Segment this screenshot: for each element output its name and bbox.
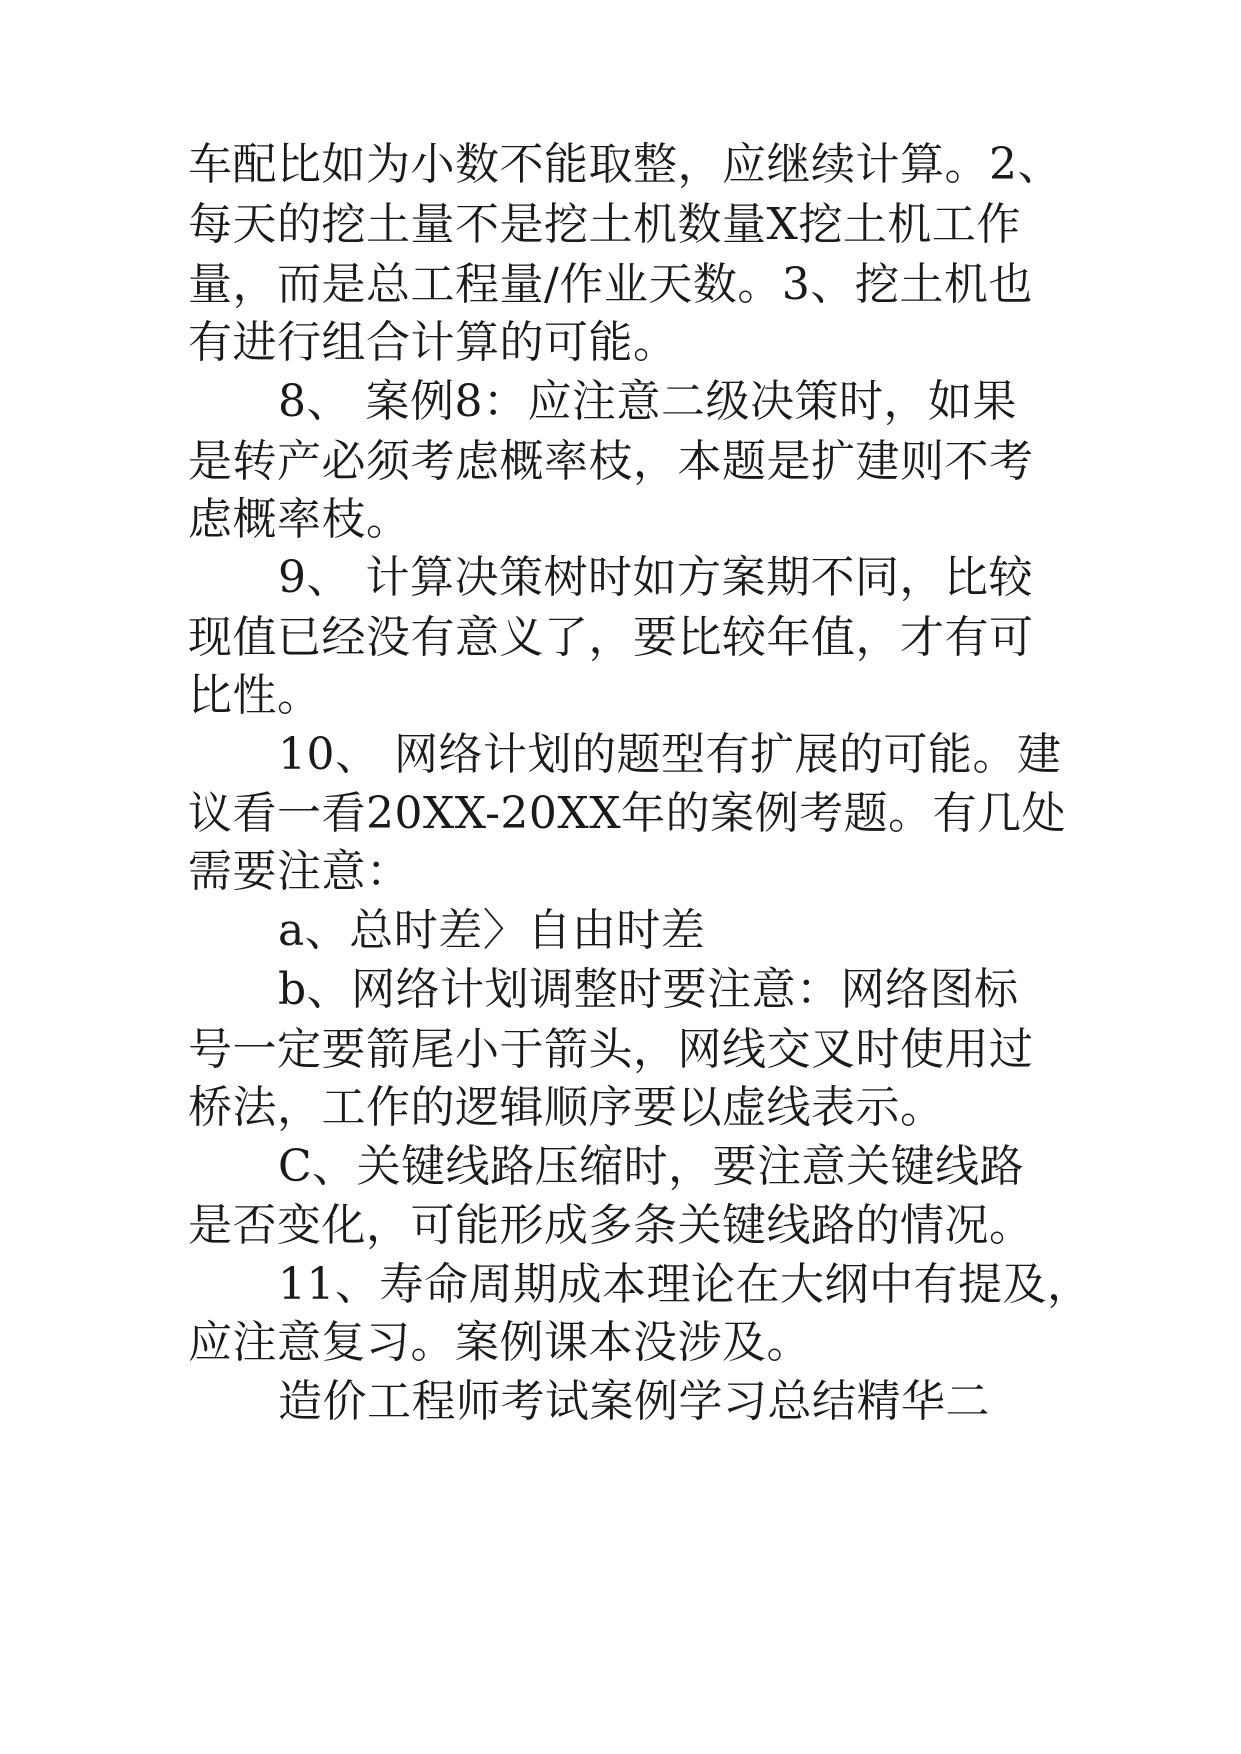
text-line: 现值已经没有意义了，要比较年值，才有可: [188, 612, 1034, 663]
text-line: 是否变化，可能形成多条关键线路的情况。: [188, 1200, 1034, 1251]
text-line: 桥法，工作的逻辑顺序要以虚线表示。: [188, 1082, 945, 1133]
text-line: 议看一看20XX-20XX年的案例考题。有几处: [188, 788, 1067, 839]
text-line: 号一定要箭尾小于箭头，网线交叉时使用过: [188, 1024, 1034, 1075]
item-a: a、总时差〉自由时差: [278, 905, 706, 956]
item-c-start: C、关键线路压缩时，要注意关键线路: [278, 1141, 1025, 1192]
item-b-start: b、网络计划调整时要注意：网络图标: [278, 964, 1019, 1015]
text-line: 虑概率枝。: [188, 494, 411, 545]
text-line: 需要注意：: [188, 846, 411, 897]
paragraph-10-start: 10、 网络计划的题型有扩展的可能。建: [278, 729, 1062, 780]
text-line: 车配比如为小数不能取整，应继续计算。2、: [188, 139, 1062, 190]
paragraph-11-start: 11、寿命周期成本理论在大纲中有提及，: [278, 1259, 1092, 1310]
paragraph-9-start: 9、 计算决策树时如方案期不同，比较: [278, 552, 1033, 603]
text-line: 量，而是总工程量/作业天数。3、挖土机也: [188, 259, 1033, 310]
text-line: 比性。: [188, 670, 322, 721]
text-line: 有进行组合计算的可能。: [188, 317, 678, 368]
text-line: 是转产必须考虑概率枝，本题是扩建则不考: [188, 436, 1034, 487]
section-heading: 造价工程师考试案例学习总结精华二: [278, 1376, 990, 1427]
paragraph-8-start: 8、 案例8：应注意二级决策时，如果: [278, 376, 1017, 427]
text-line: 应注意复习。案例课本没涉及。: [188, 1317, 811, 1368]
text-line: 每天的挖土量不是挖土机数量X挖土机工作: [188, 199, 1021, 250]
